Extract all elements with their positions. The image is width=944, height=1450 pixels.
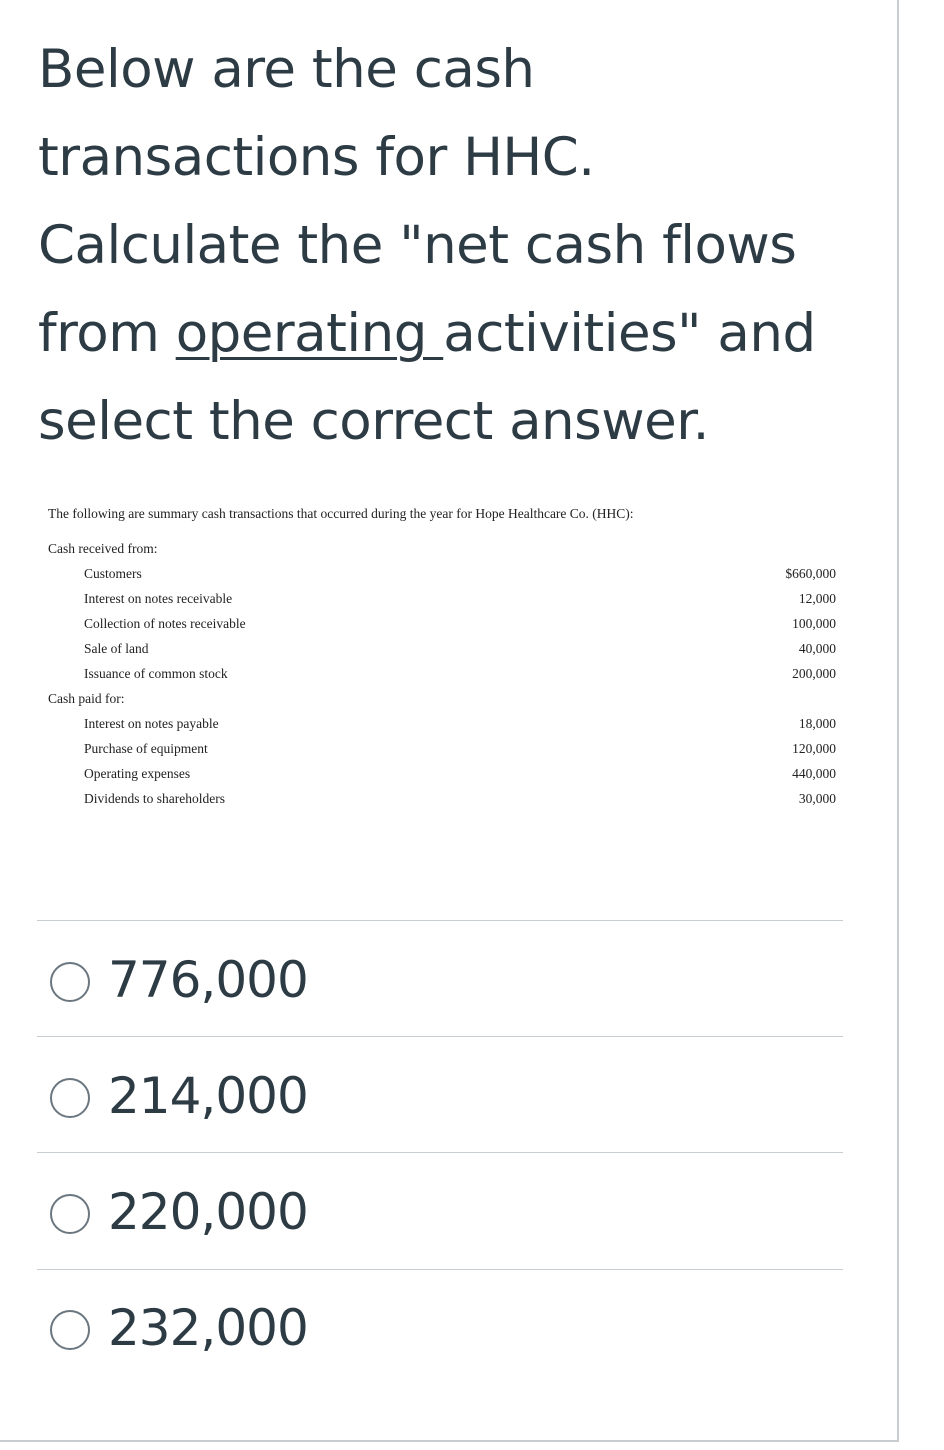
table-row bbox=[48, 616, 838, 641]
divider bbox=[37, 1152, 843, 1153]
row-amount: 440,000 bbox=[792, 766, 836, 781]
row-amount: 18,000 bbox=[798, 716, 836, 731]
question-text bbox=[38, 26, 858, 466]
answer-option[interactable] bbox=[50, 1299, 840, 1362]
row-label: Collection of notes receivable bbox=[84, 616, 246, 631]
answer-label[interactable]: 776,000 bbox=[108, 951, 308, 1009]
table-row bbox=[48, 741, 838, 766]
row-label: Customers bbox=[84, 566, 142, 581]
table-row bbox=[48, 716, 838, 741]
answer-label[interactable]: 232,000 bbox=[108, 1299, 308, 1357]
row-amount: 200,000 bbox=[792, 666, 836, 681]
received-header: Cash received from: bbox=[48, 541, 158, 556]
row-amount: 12,000 bbox=[798, 591, 836, 606]
question-text-part: activities" and bbox=[443, 303, 816, 364]
table-row bbox=[48, 566, 838, 591]
radio-button[interactable] bbox=[50, 1310, 90, 1350]
row-amount: 100,000 bbox=[792, 616, 836, 631]
table-intro: The following are summary cash transactions that occurred during the year for Hope Healthcare Co. (HHC): bbox=[48, 506, 634, 521]
question-line: Below are the cash bbox=[38, 39, 535, 100]
paid-header: Cash paid for: bbox=[48, 691, 125, 706]
answer-label[interactable]: 220,000 bbox=[108, 1183, 308, 1241]
table-row bbox=[48, 641, 838, 666]
question-line: select the correct answer. bbox=[38, 391, 709, 452]
row-label: Operating expenses bbox=[84, 766, 191, 781]
radio-button[interactable] bbox=[50, 1194, 90, 1234]
divider bbox=[37, 1269, 843, 1270]
row-label: Dividends to shareholders bbox=[84, 791, 225, 806]
table-row bbox=[48, 791, 838, 816]
row-label: Interest on notes receivable bbox=[84, 591, 233, 606]
row-amount: 30,000 bbox=[798, 791, 836, 806]
question-line bbox=[38, 290, 858, 378]
question-line: transactions for HHC. bbox=[38, 127, 595, 188]
row-label: Issuance of common stock bbox=[84, 666, 228, 681]
row-label: Interest on notes payable bbox=[84, 716, 219, 731]
row-label: Sale of land bbox=[84, 641, 149, 656]
table-row bbox=[48, 591, 838, 616]
answer-label[interactable]: 214,000 bbox=[108, 1067, 308, 1125]
section-header-row bbox=[48, 691, 838, 716]
row-amount: 120,000 bbox=[792, 741, 836, 756]
table-row bbox=[48, 666, 838, 691]
divider bbox=[37, 1036, 843, 1037]
underlined-term: operating bbox=[175, 303, 444, 364]
divider bbox=[37, 920, 843, 921]
table-row bbox=[48, 766, 838, 791]
row-amount: $660,000 bbox=[785, 566, 836, 581]
question-text-part: from bbox=[38, 303, 176, 364]
row-amount: 40,000 bbox=[798, 641, 836, 656]
section-header-row bbox=[48, 541, 838, 566]
radio-button[interactable] bbox=[50, 962, 90, 1002]
answer-option[interactable] bbox=[50, 1183, 840, 1246]
radio-button[interactable] bbox=[50, 1078, 90, 1118]
question-line: Calculate the "net cash flows bbox=[38, 215, 797, 276]
answer-option[interactable] bbox=[50, 951, 840, 1014]
answer-option[interactable] bbox=[50, 1067, 840, 1130]
row-label: Purchase of equipment bbox=[84, 741, 208, 756]
